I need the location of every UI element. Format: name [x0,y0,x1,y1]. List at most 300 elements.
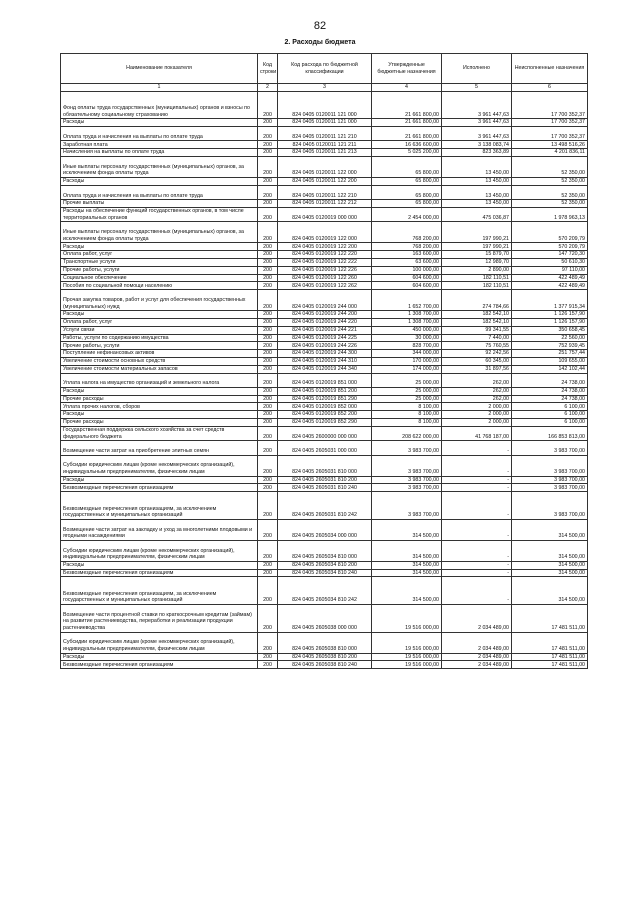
row-budget-code: 824 0405 0120019 851 000 [278,373,372,387]
row-executed: 2 034 489,00 [442,653,512,661]
row-executed: - [442,441,512,455]
row-approved: 1 308 700,00 [372,311,442,319]
row-name: Поступление нефинансовых активов [61,350,258,358]
header-name: Наименование показателя [61,54,258,84]
table-row [61,653,588,661]
row-executed: 92 242,56 [442,350,512,358]
row-budget-code: 824 0405 2605031 810 240 [278,484,372,492]
row-line-code: 200 [258,373,278,387]
header-approved: Утвержденные бюджетные назначения [372,54,442,84]
row-name: Прочие работы, услуги [61,266,258,274]
table-row [61,243,588,251]
row-approved: 25 000,00 [372,387,442,395]
row-budget-code: 824 0405 0120019 244 221 [278,326,372,334]
row-name: Прочие расходы [61,419,258,427]
table-row [61,373,588,387]
row-approved: 25 000,00 [372,373,442,387]
row-remaining: 52 350,00 [512,200,588,208]
row-budget-code: 824 0405 0120019 122 200 [278,243,372,251]
row-name: Услуги связи [61,326,258,334]
row-name: Уплата налога на имущество организаций и земельного налога [61,373,258,387]
row-remaining: 22 560,00 [512,334,588,342]
table-row [61,492,588,520]
table-row [61,395,588,403]
row-line-code: 200 [258,403,278,411]
row-approved: 19 516 000,00 [372,653,442,661]
row-remaining: 17 481 511,00 [512,661,588,669]
row-line-code: 200 [258,282,278,290]
row-budget-code: 824 0405 0120019 122 220 [278,251,372,259]
table-row [61,561,588,569]
row-approved: 21 661 800,00 [372,119,442,127]
table-row [61,207,588,221]
row-budget-code: 824 0405 0120011 121 210 [278,126,372,140]
table-row [61,185,588,199]
row-budget-code: 824 0405 0120019 852 000 [278,403,372,411]
row-name: Заработная плата [61,141,258,149]
row-name: Транспортные услуги [61,258,258,266]
row-name: Увеличение стоимости материальных запасов [61,365,258,373]
row-name: Безвозмездные перечисления организациям, за исключением государственных и муниципальных организаций [61,492,258,520]
row-budget-code: 824 0405 0120019 244 200 [278,311,372,319]
table-row [61,419,588,427]
row-line-code: 200 [258,395,278,403]
row-approved: 30 000,00 [372,334,442,342]
row-line-code: 200 [258,577,278,605]
row-approved: 1 308 700,00 [372,318,442,326]
row-name: Уплата прочих налогов, сборов [61,403,258,411]
row-budget-code: 824 0405 0120019 852 200 [278,411,372,419]
budget-expenses-table [60,53,588,669]
row-approved: 5 025 200,00 [372,149,442,157]
row-line-code: 200 [258,365,278,373]
row-line-code: 200 [258,126,278,140]
row-name: Расходы [61,653,258,661]
header-number: 4 [372,84,442,92]
row-approved: 65 800,00 [372,200,442,208]
row-executed: 15 879,70 [442,251,512,259]
row-budget-code: 824 0405 0120019 851 290 [278,395,372,403]
row-line-code: 200 [258,243,278,251]
row-budget-code: 824 0405 2605038 000 000 [278,605,372,633]
row-approved: 828 700,00 [372,342,442,350]
row-budget-code: 824 0405 0120011 121 213 [278,149,372,157]
row-approved: 16 636 600,00 [372,141,442,149]
row-approved: 19 516 000,00 [372,605,442,633]
row-budget-code: 824 0405 0120019 851 200 [278,387,372,395]
row-budget-code: 824 0405 0120019 244 340 [278,365,372,373]
row-name: Оплата работ, услуг [61,318,258,326]
header-number: 6 [512,84,588,92]
row-executed: 13 450,00 [442,156,512,177]
row-budget-code: 824 0405 0120019 244 310 [278,357,372,365]
row-line-code: 200 [258,318,278,326]
row-name: Безвозмездные перечисления организациям [61,661,258,669]
row-budget-code: 824 0405 0120019 122 260 [278,274,372,282]
row-budget-code: 824 0405 0120011 121 000 [278,91,372,119]
row-executed: - [442,484,512,492]
row-approved: 100 000,00 [372,266,442,274]
row-executed: 262,00 [442,387,512,395]
row-budget-code: 824 0405 0120019 122 226 [278,266,372,274]
row-executed: 197 990,21 [442,243,512,251]
row-remaining: 166 853 813,00 [512,426,588,440]
row-name: Иные выплаты персоналу государственных (муниципальных) органов, за исключением фонда оплаты труда [61,156,258,177]
header-remaining: Неисполненные назначения [512,54,588,84]
table-row [61,357,588,365]
row-remaining: 1 126 157,90 [512,311,588,319]
row-remaining: 52 350,00 [512,177,588,185]
row-approved: 2 454 000,00 [372,207,442,221]
table-row [61,605,588,633]
row-line-code: 200 [258,476,278,484]
table-row [61,311,588,319]
row-remaining: 1 126 157,90 [512,318,588,326]
row-approved: 314 500,00 [372,561,442,569]
row-remaining: 314 500,00 [512,519,588,540]
row-remaining: 142 102,44 [512,365,588,373]
row-remaining: 251 757,44 [512,350,588,358]
row-approved: 19 516 000,00 [372,632,442,653]
row-line-code: 200 [258,661,278,669]
row-remaining: 1 377 915,34 [512,290,588,311]
row-remaining: 3 983 700,00 [512,492,588,520]
row-name: Прочие выплаты [61,200,258,208]
row-budget-code: 824 0405 0120019 122 222 [278,258,372,266]
row-remaining: 147 720,30 [512,251,588,259]
table-row [61,119,588,127]
row-budget-code: 824 0405 2605034 810 240 [278,569,372,577]
row-line-code: 200 [258,266,278,274]
row-remaining: 752 939,45 [512,342,588,350]
row-remaining: 314 500,00 [512,561,588,569]
row-line-code: 200 [258,455,278,476]
page-number: 82 [313,20,327,32]
row-approved: 604 600,00 [372,274,442,282]
row-line-code: 200 [258,200,278,208]
row-remaining: 52 350,00 [512,185,588,199]
row-executed: 823 363,89 [442,149,512,157]
table-row [61,290,588,311]
row-remaining: 6 100,00 [512,411,588,419]
row-budget-code: 824 0405 0120019 244 220 [278,318,372,326]
row-name: Возмещение части затрат на закладку и уход за многолетними плодовыми и ягодными насаждениями [61,519,258,540]
row-approved: 163 600,00 [372,251,442,259]
table-row [61,222,588,243]
row-approved: 8 100,00 [372,403,442,411]
row-budget-code: 824 0405 2605038 810 200 [278,653,372,661]
row-name: Фонд оплаты труда государственных (муниципальных) органов и взносы по обязательному социальному страхованию [61,91,258,119]
row-name: Возмещение части процентной ставки по краткосрочным кредитам (займам) на развитие растениеводства, переработки и реализации продукции растениеводства [61,605,258,633]
row-line-code: 200 [258,91,278,119]
row-budget-code: 824 0405 2605034 810 200 [278,561,372,569]
row-name: Расходы [61,311,258,319]
row-approved: 21 661 800,00 [372,126,442,140]
row-executed: 2 890,00 [442,266,512,274]
row-remaining: 109 655,00 [512,357,588,365]
header-executed: Исполнено [442,54,512,84]
row-approved: 174 000,00 [372,365,442,373]
row-budget-code: 824 0405 0120011 121 000 [278,119,372,127]
row-executed: 3 961 447,63 [442,126,512,140]
table-row [61,318,588,326]
row-remaining: 3 983 700,00 [512,455,588,476]
row-budget-code: 824 0405 2605038 810 240 [278,661,372,669]
row-remaining: 17 481 511,00 [512,632,588,653]
header-line-code: Код строки [258,54,278,84]
row-executed: 2 000,00 [442,411,512,419]
row-budget-code: 824 0405 2605034 810 242 [278,577,372,605]
row-remaining: 17 700 352,37 [512,126,588,140]
row-budget-code: 824 0405 2605031 000 000 [278,441,372,455]
row-budget-code: 824 0405 2605034 000 000 [278,519,372,540]
row-name: Расходы [61,561,258,569]
row-executed: 13 450,00 [442,177,512,185]
row-line-code: 200 [258,569,278,577]
row-executed: 99 341,55 [442,326,512,334]
row-budget-code: 824 0405 0120019 244 226 [278,342,372,350]
row-line-code: 200 [258,441,278,455]
row-budget-code: 824 0405 0120019 244 000 [278,290,372,311]
table-row [61,141,588,149]
row-approved: 170 000,00 [372,357,442,365]
table-row [61,426,588,440]
row-executed: - [442,455,512,476]
row-executed: - [442,540,512,561]
row-remaining: 24 738,00 [512,387,588,395]
row-name: Прочие расходы [61,395,258,403]
row-line-code: 200 [258,561,278,569]
header-budget-code: Код расхода по бюджетной классификации [278,54,372,84]
row-approved: 314 500,00 [372,577,442,605]
row-line-code: 200 [258,419,278,427]
row-name: Работы, услуги по содержанию имущества [61,334,258,342]
row-line-code: 200 [258,326,278,334]
table-row [61,274,588,282]
table-row [61,149,588,157]
row-line-code: 200 [258,311,278,319]
row-line-code: 200 [258,177,278,185]
row-executed: 262,00 [442,373,512,387]
row-name: Расходы [61,476,258,484]
table-row [61,126,588,140]
table-row [61,519,588,540]
row-remaining: 24 738,00 [512,373,588,387]
row-approved: 8 100,00 [372,419,442,427]
table-row [61,365,588,373]
row-approved: 604 600,00 [372,282,442,290]
row-executed: 2 034 489,00 [442,605,512,633]
row-line-code: 200 [258,519,278,540]
row-line-code: 200 [258,492,278,520]
row-budget-code: 824 0405 0120011 122 210 [278,185,372,199]
row-remaining: 52 350,00 [512,156,588,177]
row-budget-code: 824 0405 2605034 810 000 [278,540,372,561]
row-name: Субсидии юридическим лицам (кроме некоммерческих организаций), индивидуальным предпринимателям, физическим лицам [61,632,258,653]
row-name: Оплата работ, услуг [61,251,258,259]
row-executed: 182 110,51 [442,274,512,282]
row-name: Государственная поддержка сельского хозяйства за счет средств федерального бюджета [61,426,258,440]
section-title: 2. Расходы бюджета [284,39,356,46]
table-row [61,326,588,334]
row-remaining: 3 983 700,00 [512,441,588,455]
table-row [61,455,588,476]
row-line-code: 200 [258,387,278,395]
row-budget-code: 824 0405 2600000 000 000 [278,426,372,440]
row-remaining: 314 500,00 [512,569,588,577]
row-remaining: 17 481 511,00 [512,653,588,661]
row-name: Социальное обеспечение [61,274,258,282]
header-number: 2 [258,84,278,92]
row-executed: 2 034 489,00 [442,632,512,653]
header-number-row [61,84,588,92]
row-name: Начисления на выплаты по оплате труда [61,149,258,157]
row-name: Расходы [61,177,258,185]
row-executed: 2 000,00 [442,403,512,411]
row-remaining: 4 201 836,11 [512,149,588,157]
row-executed: 197 990,21 [442,222,512,243]
row-approved: 21 661 800,00 [372,91,442,119]
row-remaining: 13 498 516,26 [512,141,588,149]
row-remaining: 350 658,45 [512,326,588,334]
header-row [61,54,588,84]
table-row [61,540,588,561]
table-row [61,350,588,358]
row-remaining: 422 489,49 [512,274,588,282]
row-executed: 31 897,56 [442,365,512,373]
row-approved: 314 500,00 [372,519,442,540]
row-budget-code: 824 0405 0120019 122 262 [278,282,372,290]
row-line-code: 200 [258,222,278,243]
row-approved: 3 983 700,00 [372,476,442,484]
row-name: Безвозмездные перечисления организациям [61,569,258,577]
row-line-code: 200 [258,207,278,221]
row-name: Расходы [61,387,258,395]
row-approved: 314 500,00 [372,540,442,561]
row-approved: 8 100,00 [372,411,442,419]
row-remaining: 3 983 700,00 [512,484,588,492]
row-line-code: 200 [258,653,278,661]
table-row [61,91,588,119]
row-name: Возмещение части затрат на приобретение элитных семян [61,441,258,455]
row-line-code: 200 [258,540,278,561]
row-line-code: 200 [258,605,278,633]
row-executed: 12 989,70 [442,258,512,266]
row-approved: 1 652 700,00 [372,290,442,311]
row-executed: 2 000,00 [442,419,512,427]
row-approved: 208 622 000,00 [372,426,442,440]
table-row [61,632,588,653]
row-budget-code: 824 0405 0120011 122 200 [278,177,372,185]
row-executed: 7 440,00 [442,334,512,342]
row-executed: 182 110,51 [442,282,512,290]
table-row [61,411,588,419]
row-line-code: 200 [258,357,278,365]
table-row [61,577,588,605]
row-name: Увеличение стоимости основных средств [61,357,258,365]
header-number: 1 [61,84,258,92]
row-executed: 182 542,10 [442,318,512,326]
row-executed: 60 345,00 [442,357,512,365]
row-line-code: 200 [258,484,278,492]
row-line-code: 200 [258,334,278,342]
row-budget-code: 824 0405 0120019 122 000 [278,222,372,243]
row-approved: 768 200,00 [372,222,442,243]
table-row [61,266,588,274]
table-row [61,342,588,350]
row-remaining: 422 489,49 [512,282,588,290]
row-approved: 768 200,00 [372,243,442,251]
row-line-code: 200 [258,156,278,177]
row-budget-code: 824 0405 0120019 000 000 [278,207,372,221]
table-row [61,569,588,577]
row-budget-code: 824 0405 2605038 810 000 [278,632,372,653]
row-budget-code: 824 0405 0120011 121 211 [278,141,372,149]
row-name: Субсидии юридическим лицам (кроме некоммерческих организаций), индивидуальным предпринимателям, физическим лицам [61,540,258,561]
row-executed: - [442,476,512,484]
row-approved: 3 983 700,00 [372,441,442,455]
row-line-code: 200 [258,119,278,127]
row-remaining: 314 500,00 [512,577,588,605]
row-line-code: 200 [258,411,278,419]
table-row [61,282,588,290]
row-line-code: 200 [258,141,278,149]
row-name: Безвозмездные перечисления организациям, за исключением государственных и муниципальных организаций [61,577,258,605]
row-executed: 75 760,55 [442,342,512,350]
row-executed: - [442,561,512,569]
row-executed: - [442,577,512,605]
header-number: 3 [278,84,372,92]
row-line-code: 200 [258,251,278,259]
table-row [61,200,588,208]
row-name: Иные выплаты персоналу государственных (муниципальных) органов, за исключением фонда оплаты труда [61,222,258,243]
row-name: Расходы на обеспечение функций государственных органов, в том числе территориальных органов [61,207,258,221]
row-name: Пособия по социальной помощи населению [61,282,258,290]
row-approved: 344 000,00 [372,350,442,358]
row-approved: 65 800,00 [372,177,442,185]
row-executed: 2 034 489,00 [442,661,512,669]
row-line-code: 200 [258,632,278,653]
row-approved: 65 800,00 [372,185,442,199]
row-approved: 3 983 700,00 [372,492,442,520]
row-executed: 3 138 083,74 [442,141,512,149]
row-remaining: 3 983 700,00 [512,476,588,484]
table-row [61,387,588,395]
row-budget-code: 824 0405 0120019 244 300 [278,350,372,358]
row-remaining: 24 738,00 [512,395,588,403]
row-approved: 3 983 700,00 [372,455,442,476]
row-line-code: 200 [258,350,278,358]
row-line-code: 200 [258,290,278,311]
row-remaining: 97 110,00 [512,266,588,274]
row-budget-code: 824 0405 2605031 810 242 [278,492,372,520]
table-row [61,484,588,492]
row-approved: 450 000,00 [372,326,442,334]
row-remaining: 50 610,30 [512,258,588,266]
row-executed: 13 450,00 [442,185,512,199]
row-name: Прочие работы, услуги [61,342,258,350]
table-row [61,661,588,669]
row-remaining: 1 978 963,13 [512,207,588,221]
row-approved: 3 983 700,00 [372,484,442,492]
row-executed: 41 768 187,00 [442,426,512,440]
row-name: Оплата труда и начисления на выплаты по оплате труда [61,185,258,199]
row-line-code: 200 [258,258,278,266]
row-executed: - [442,569,512,577]
table-body [61,91,588,669]
row-budget-code: 824 0405 2605031 810 200 [278,476,372,484]
row-name: Расходы [61,411,258,419]
